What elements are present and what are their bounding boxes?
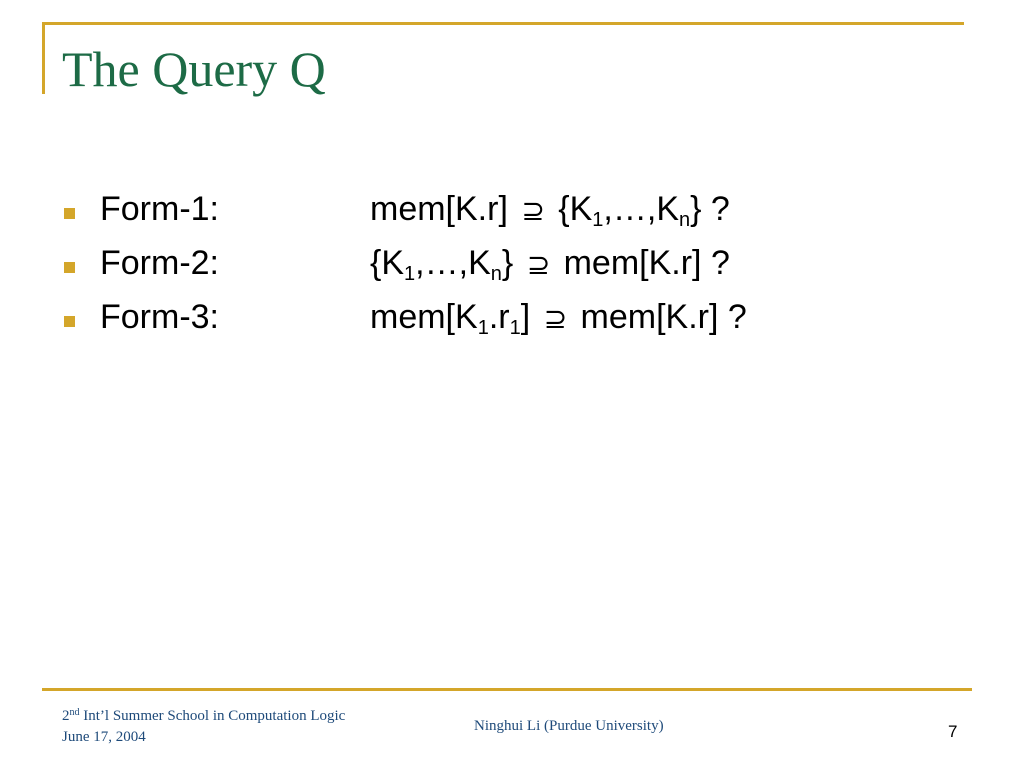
- bullet-expression: $mem[K_1.r_1]$ ⊇ mem[K.r] ?: [370, 298, 747, 339]
- footer-author: Ninghui Li (Purdue University): [474, 718, 664, 734]
- left-accent-line: [42, 22, 45, 94]
- bullet-expression: $\{K_1,\dots,K_n\}$ ⊇ mem[K.r] ?: [370, 244, 730, 285]
- top-accent-line: [42, 22, 964, 25]
- footer-event-name: 2nd Int’l Summer School in Computation Logic: [62, 707, 346, 724]
- superset-symbol: ⊇: [543, 302, 568, 335]
- bullet-form-2: [64, 240, 964, 296]
- superset-symbol: ⊇: [521, 194, 545, 227]
- footer-date: June 17, 2004: [62, 729, 146, 745]
- bullet-square-icon: [64, 262, 75, 273]
- slide-title: The Query Q: [62, 41, 326, 97]
- page-number: 7: [948, 722, 958, 741]
- bullet-label: Form-2:: [100, 244, 219, 282]
- footer-divider: [42, 688, 972, 691]
- bullet-square-icon: [64, 208, 75, 219]
- bullet-label: Form-3:: [100, 298, 219, 336]
- superset-symbol: ⊇: [526, 248, 551, 281]
- bullet-square-icon: [64, 316, 75, 327]
- bullet-label: Form-1:: [100, 190, 219, 228]
- bullet-form-1: [64, 186, 964, 242]
- bullet-expression: mem[K.r] ⊇ $\{K_1,\dots,K_n\}$ ?: [370, 190, 730, 231]
- footer-event-info: [62, 706, 345, 748]
- bullet-form-3: [64, 294, 964, 350]
